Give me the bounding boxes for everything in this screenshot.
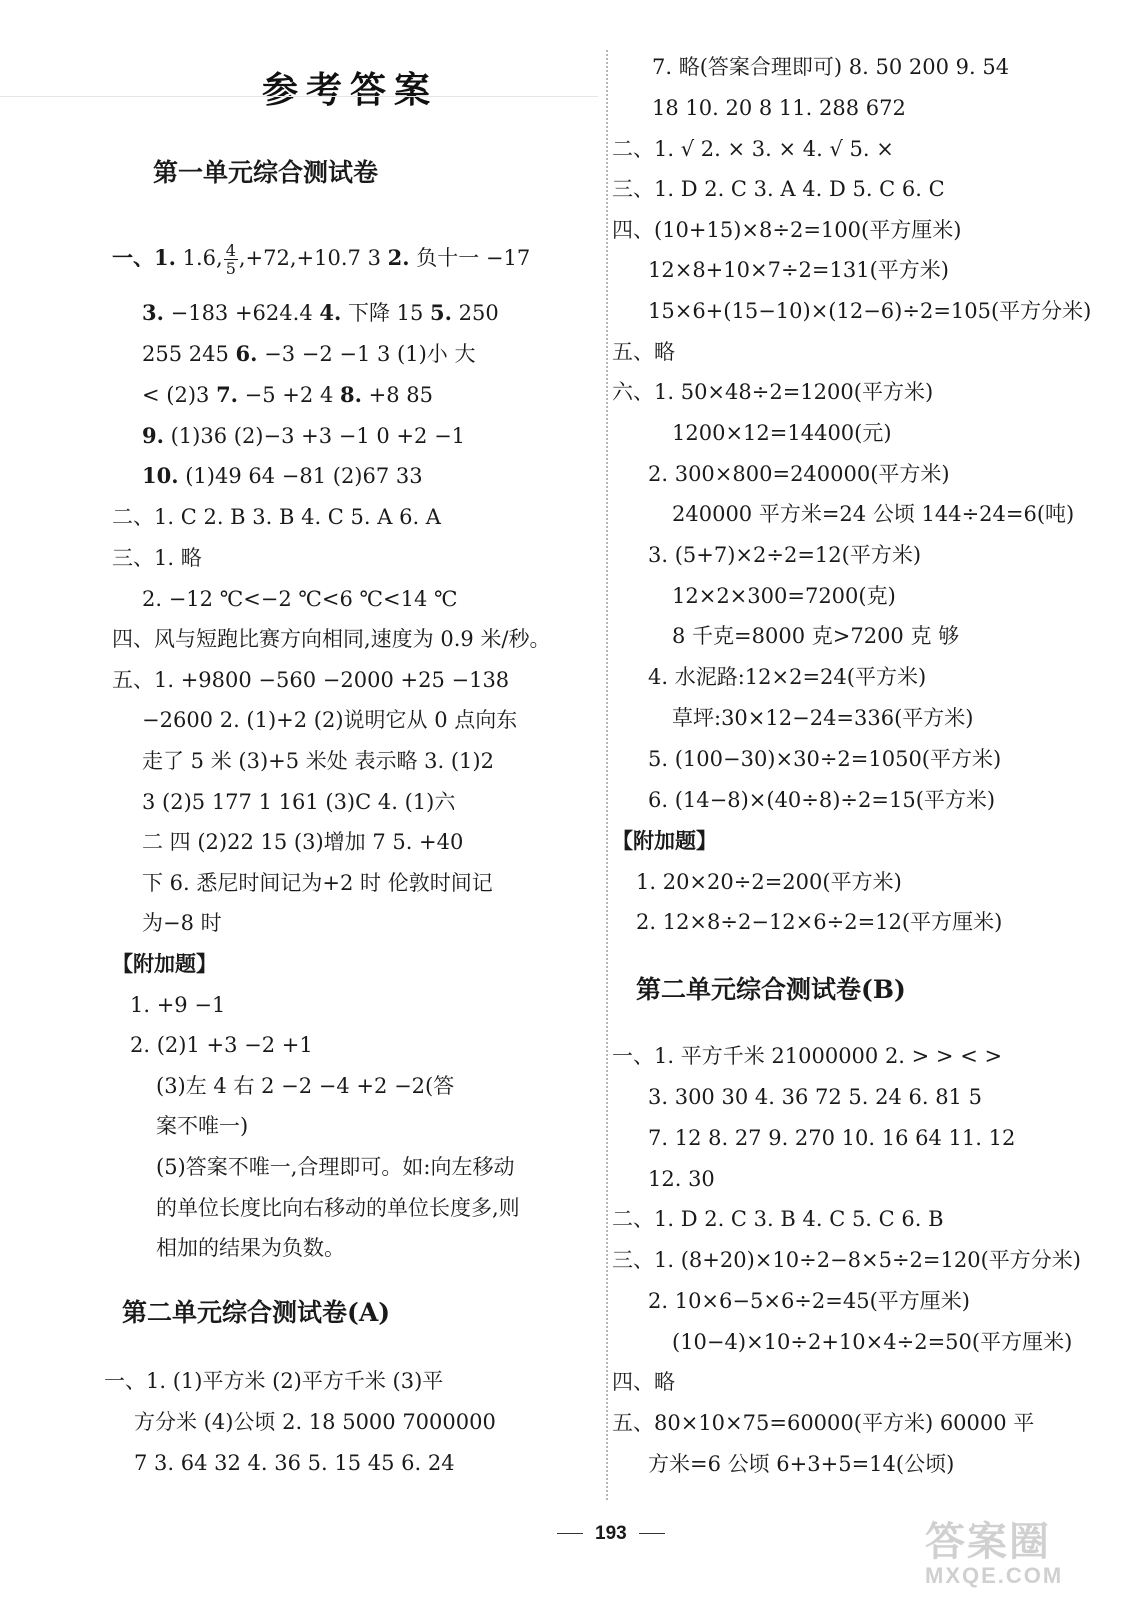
answer-text: (1)49 64 −81 (2)67 33: [178, 464, 423, 488]
answer-line: 五、80×10×75=60000(平方米) 60000 平: [612, 1411, 1035, 1435]
answer-line: 4. 水泥路:12×2=24(平方米): [648, 665, 927, 689]
answer-line: 四、风与短跑比赛方向相同,速度为 0.9 米/秒。: [112, 627, 551, 651]
answer-line: 四、略: [612, 1370, 675, 1394]
answer-line: 的单位长度比向右移动的单位长度多,则: [156, 1196, 520, 1220]
answer-line: 2. 10×6−5×6÷2=45(平方厘米): [648, 1289, 970, 1313]
title-rule: [0, 96, 598, 97]
answer-line: 方分米 (4)公顷 2. 18 5000 7000000: [134, 1410, 496, 1434]
answer-line: 3. 300 30 4. 36 72 5. 24 6. 81 5: [648, 1085, 982, 1109]
answer-line: 7 3. 64 32 4. 36 5. 15 45 6. 24: [134, 1451, 455, 1475]
answer-line: 案不唯一): [156, 1114, 249, 1138]
answer-text: −183 +624.4: [163, 301, 320, 325]
answer-text: +8 85: [361, 383, 433, 407]
column-divider: [606, 50, 608, 1500]
watermark-text: 答案圈: [925, 1520, 1051, 1564]
item-number: 5.: [430, 300, 452, 325]
answer-line: (3)左 4 右 2 −2 −4 +2 −2(答: [156, 1074, 455, 1098]
answer-line: 五、略: [612, 340, 675, 364]
answer-line: 下 6. 悉尼时间记为+2 时 伦敦时间记: [142, 871, 493, 895]
answer-line: 240000 平方米=24 公顷 144÷24=6(吨): [672, 502, 1075, 526]
answer-line: 12. 30: [648, 1167, 715, 1191]
answer-line: 六、1. 50×48÷2=1200(平方米): [612, 380, 934, 404]
answer-line: 2. 300×800=240000(平方米): [648, 462, 950, 486]
answer-line: 三、1. (8+20)×10÷2−8×5÷2=120(平方分米): [612, 1248, 1081, 1272]
answer-line: 7. 12 8. 27 9. 270 10. 16 64 11. 12: [648, 1126, 1016, 1150]
watermark-logo: [925, 1510, 1125, 1600]
answer-text: (1)36 (2)−3 +3 −1 0 +2 −1: [163, 424, 466, 448]
item-number: 4.: [319, 300, 342, 325]
answer-line: 二、1. C 2. B 3. B 4. C 5. A 6. A: [112, 505, 441, 529]
answer-line: [142, 300, 499, 326]
answer-line: [142, 423, 465, 449]
answer-line: 12×8+10×7÷2=131(平方米): [648, 258, 949, 282]
answer-line: −2600 2. (1)+2 (2)说明它从 0 点向东: [142, 708, 518, 732]
item-number: 6.: [235, 341, 258, 366]
item-number: 一、1.: [112, 245, 176, 270]
item-number: 7.: [216, 382, 238, 407]
answer-line: 3 (2)5 177 1 161 (3)C 4. (1)六: [142, 790, 456, 814]
answer-line: [112, 242, 530, 277]
answer-line: 四、(10+15)×8÷2=100(平方厘米): [612, 218, 962, 242]
answer-line: 15×6+(15−10)×(12−6)÷2=105(平方分米): [648, 299, 1092, 323]
answer-text: 1.6,: [175, 246, 223, 270]
answer-line: 方米=6 公顷 6+3+5=14(公顷): [648, 1452, 955, 1476]
answer-line: 相加的结果为负数。: [156, 1236, 345, 1260]
page-number-dash: [639, 1533, 665, 1534]
item-number: 3.: [142, 300, 164, 325]
fraction: [224, 242, 238, 277]
answer-line: [142, 341, 475, 367]
fraction-numerator: 4: [225, 241, 236, 260]
unit1-heading: 第一单元综合测试卷: [153, 158, 379, 187]
answer-line: 二、1. √ 2. × 3. × 4. √ 5. ×: [612, 137, 894, 161]
answer-line: 1. 20×20÷2=200(平方米): [636, 870, 902, 894]
watermark-url: MXQE.COM: [925, 1563, 1064, 1588]
item-number: 8.: [339, 382, 362, 407]
fraction-denominator: 5: [225, 259, 236, 278]
page-number: [545, 1523, 677, 1545]
bonus-heading: 【附加题】: [112, 951, 217, 976]
answer-line: 2. (2)1 +3 −2 +1: [130, 1033, 313, 1057]
item-number: 2.: [387, 245, 410, 270]
answer-line: 为−8 时: [142, 911, 222, 935]
unit2b-heading: 第二单元综合测试卷(B): [636, 975, 906, 1004]
answer-line: 三、1. 略: [112, 546, 202, 570]
answer-line: 8 千克=8000 克>7200 克 够: [672, 624, 960, 648]
page-number-dash: [557, 1533, 583, 1534]
item-number: 10.: [142, 463, 179, 488]
answer-text: −3 −2 −1 3 (1)小 大: [257, 342, 476, 366]
answer-line: 6. (14−8)×(40÷8)÷2=15(平方米): [648, 788, 996, 812]
answer-text: < (2)3: [142, 383, 217, 407]
page-number-text: 193: [595, 1523, 627, 1544]
answer-line: 12×2×300=7200(克): [672, 584, 896, 608]
answer-text: −5 +2 4: [238, 383, 340, 407]
answer-line: 走了 5 米 (3)+5 米处 表示略 3. (1)2: [142, 749, 494, 773]
answer-line: 二、1. D 2. C 3. B 4. C 5. C 6. B: [612, 1207, 944, 1231]
answer-line: (10−4)×10÷2+10×4÷2=50(平方厘米): [672, 1330, 1073, 1354]
answer-text: 250: [451, 301, 499, 325]
answer-line: 五、1. +9800 −560 −2000 +25 −138: [112, 668, 510, 692]
answer-line: 2. −12 ℃<−2 ℃<6 ℃<14 ℃: [142, 587, 458, 611]
item-number: 9.: [142, 423, 164, 448]
answer-text: 下降 15: [341, 301, 431, 325]
answer-line: 5. (100−30)×30÷2=1050(平方米): [648, 747, 1002, 771]
answer-text: 255 245: [142, 342, 236, 366]
answer-line: 2. 12×8÷2−12×6÷2=12(平方厘米): [636, 910, 1003, 934]
answer-line: 1200×12=14400(元): [672, 421, 892, 445]
answer-line: 7. 略(答案合理即可) 8. 50 200 9. 54: [652, 55, 1010, 79]
answer-line: 一、1. (1)平方米 (2)平方千米 (3)平: [104, 1369, 444, 1393]
answer-line: 一、1. 平方千米 21000000 2. > > < >: [612, 1044, 1003, 1068]
answer-line: (5)答案不唯一,合理即可。如:向左移动: [156, 1155, 515, 1179]
answer-line: [142, 382, 433, 408]
unit2a-heading: 第二单元综合测试卷(A): [122, 1298, 391, 1327]
bonus-heading: 【附加题】: [612, 828, 717, 853]
answer-line: 1. +9 −1: [130, 993, 226, 1017]
answer-line: 3. (5+7)×2÷2=12(平方米): [648, 543, 922, 567]
answer-line: [142, 463, 423, 489]
answer-line: 三、1. D 2. C 3. A 4. D 5. C 6. C: [612, 177, 945, 201]
answer-line: 18 10. 20 8 11. 288 672: [652, 96, 906, 120]
answer-line: 草坪:30×12−24=336(平方米): [672, 706, 974, 730]
page-title: 参考答案: [262, 69, 439, 111]
answer-text: ,+72,+10.7 3: [238, 246, 388, 270]
answer-text: 负十一 −17: [409, 246, 531, 270]
answer-line: 二 四 (2)22 15 (3)增加 7 5. +40: [142, 830, 464, 854]
